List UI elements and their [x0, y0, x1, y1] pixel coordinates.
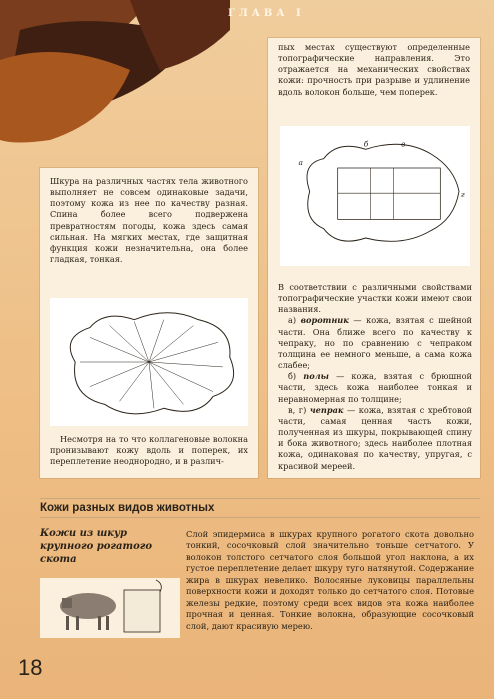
diagram-label-a: а: [298, 158, 303, 168]
section-title: Кожи разных видов животных: [40, 502, 215, 514]
region-b-text: — кожа, взятая с брюшной части, здесь кожа наиболее тонкая и неравномерная по толщине;: [278, 371, 472, 404]
region-v-label: в, г): [288, 404, 307, 415]
diagram-label-g: г: [460, 189, 465, 199]
top-right-text: пых местах существуют определенные топографические направления. Это отражается на механических свойствах кожи: прочность при разрыве и удлинение вдоль волокон больше, чем поперек.: [278, 42, 470, 97]
page-number: 18: [18, 655, 43, 680]
diagram-label-b: б: [363, 139, 369, 149]
section-body: Слой эпидермиса в шкурах крупного рогатого скота довольно тонкий, сосочковый слой значительно тоньше сетчатого. У волокон толстого сетчатого слоя большой угол наклона, а их густое переплетение делает шкуру туго натянутой. Содержание жира в шкурах невелико. Волосяные луковицы параллельны поверхности кожи и доходят только до сетчатого слоя. Потовые железы редкие, поэтому среди всех видов эта кожа наиболее прочная и ценная. Тонкие волокна, образующие сосочковый слой, дают красивую мерею.: [186, 529, 474, 631]
chapter-header: ГЛАВА I: [228, 8, 305, 19]
region-b-term: полы: [303, 371, 329, 382]
region-b-label: б): [288, 371, 297, 382]
left-panel: [40, 168, 258, 478]
region-a-label: а): [288, 315, 297, 326]
region-a-text: — кожа, взятая с шейной части. Она ближе всего по качеству к чепраку, но по сравнению с чепраком толщина ее немного меньше, а сама кожа слабее;: [278, 315, 472, 371]
cattle-illustration: [40, 578, 180, 638]
diagram-label-v: в: [401, 139, 406, 149]
left-text-2: Несмотря на то что коллагеновые волокна пронизывают кожу вдоль и поперек, их переплетение неоднородно, и в различ-: [50, 434, 248, 467]
section-title-underline: [40, 517, 480, 518]
hide-regions-diagram: [280, 126, 470, 266]
regions-description: [278, 282, 472, 472]
top-right-panel: [268, 38, 480, 478]
section-divider: [40, 498, 480, 499]
leather-swatches-image: [0, 0, 230, 150]
region-v-term: чепрак: [309, 404, 344, 415]
region-a-term: воротник: [300, 315, 349, 326]
section-subtitle: Кожи из шкур крупного рогатого скота: [40, 528, 153, 565]
left-text-1: Шкура на различных частях тела животного выполняет не совсем одинаковые задачи, поэтому кожа из нее по качеству разная. Спина более всего подвержена превратностям погоды, кожа здесь самая сильная. На мягких местах, где защитная функция кожи незначительна, она более гладкая, тонкая.: [50, 176, 248, 265]
region-v-text: — кожа, взятая с хребтовой части, самая ценная часть кожи, полученная из шкуры, покрывающей спину и бока животного; здесь наиболее плотная кожа, одинаковая по качеству, упругая, с красивой мереей.: [278, 404, 472, 471]
hide-fiber-diagram: [50, 298, 248, 426]
regions-intro: В соответствии с различными свойствами топографические участки кожи имеют свои названия.: [278, 282, 472, 315]
